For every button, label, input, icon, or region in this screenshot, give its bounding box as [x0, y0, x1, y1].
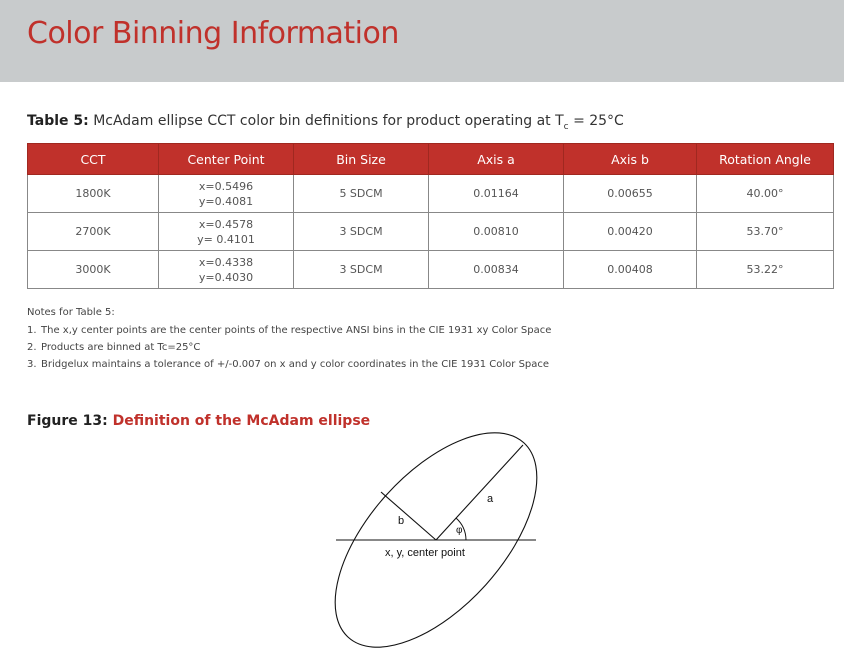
cell-center-point [159, 251, 294, 289]
note-text: Bridgelux maintains a tolerance of +/-0.007 on x and y color coordinates in the CIE 1931 Color Space [41, 359, 550, 370]
table-caption-label: Table 5 [27, 113, 84, 129]
cell-axis-a: 0.01164 [429, 175, 564, 213]
figure-colon: : [102, 413, 113, 429]
center-x: x=0.5496 [198, 179, 254, 193]
cell-rotation-angle: 53.70° [697, 213, 834, 251]
note-item [27, 342, 551, 353]
table-caption-text: McAdam ellipse CCT color bin definitions for product operating at T [93, 113, 564, 129]
table-caption [27, 113, 624, 132]
note-text: Products are binned at Tc=25°C [41, 342, 201, 353]
table-row [28, 251, 834, 289]
note-number: 3. [27, 359, 37, 370]
note-item [27, 325, 551, 336]
cell-cct: 1800K [28, 175, 159, 213]
cell-bin-size: 5 SDCM [294, 175, 429, 213]
cell-axis-b: 0.00655 [564, 175, 697, 213]
center-y: y=0.4030 [198, 270, 254, 284]
cell-rotation-angle: 40.00° [697, 175, 834, 213]
table-row [28, 213, 834, 251]
table-row [28, 175, 834, 213]
table-caption-subscript: c [563, 121, 569, 132]
note-number: 2. [27, 342, 37, 353]
header-bin-size: Bin Size [294, 144, 429, 175]
cell-center-point [159, 175, 294, 213]
cell-axis-b: 0.00408 [564, 251, 697, 289]
cell-axis-b: 0.00420 [564, 213, 697, 251]
mcadam-ellipse-diagram [300, 430, 570, 660]
minor-axis-line [381, 492, 436, 540]
header-cct: CCT [28, 144, 159, 175]
cell-center-point [159, 213, 294, 251]
mcadam-ellipse [300, 430, 570, 660]
center-x: x=0.4338 [198, 255, 254, 269]
cell-bin-size: 3 SDCM [294, 251, 429, 289]
page-title: Color Binning Information [27, 16, 399, 51]
cell-axis-a: 0.00834 [429, 251, 564, 289]
table-notes [27, 307, 551, 376]
cell-rotation-angle: 53.22° [697, 251, 834, 289]
page-header [0, 0, 844, 82]
axis-b-label: b [398, 515, 405, 527]
table-caption-suffix: = 25°C [573, 113, 624, 129]
header-axis-b: Axis b [564, 144, 697, 175]
notes-title: Notes for Table 5: [27, 307, 115, 318]
figure-label: Figure 13 [27, 413, 103, 429]
cell-cct: 2700K [28, 213, 159, 251]
note-item [27, 359, 551, 370]
cell-axis-a: 0.00810 [429, 213, 564, 251]
table-caption-colon: : [83, 113, 89, 129]
figure-caption [27, 413, 370, 429]
angle-phi-label: φ [456, 525, 463, 536]
color-bin-table [27, 143, 834, 289]
center-y: y= 0.4101 [197, 232, 255, 246]
header-rotation-angle: Rotation Angle [697, 144, 834, 175]
center-y: y=0.4081 [198, 194, 254, 208]
note-text: The x,y center points are the center points of the respective ANSI bins in the CIE 1931 xy Color Space [41, 325, 552, 336]
table-header-row [28, 144, 834, 175]
cell-cct: 3000K [28, 251, 159, 289]
center-x: x=0.4578 [198, 217, 254, 231]
major-axis-line [436, 445, 523, 540]
cell-bin-size: 3 SDCM [294, 213, 429, 251]
center-point-label: x, y, center point [385, 547, 465, 559]
figure-title: Definition of the McAdam ellipse [112, 413, 371, 429]
note-number: 1. [27, 325, 37, 336]
header-center-point: Center Point [159, 144, 294, 175]
axis-a-label: a [487, 493, 494, 505]
header-axis-a: Axis a [429, 144, 564, 175]
